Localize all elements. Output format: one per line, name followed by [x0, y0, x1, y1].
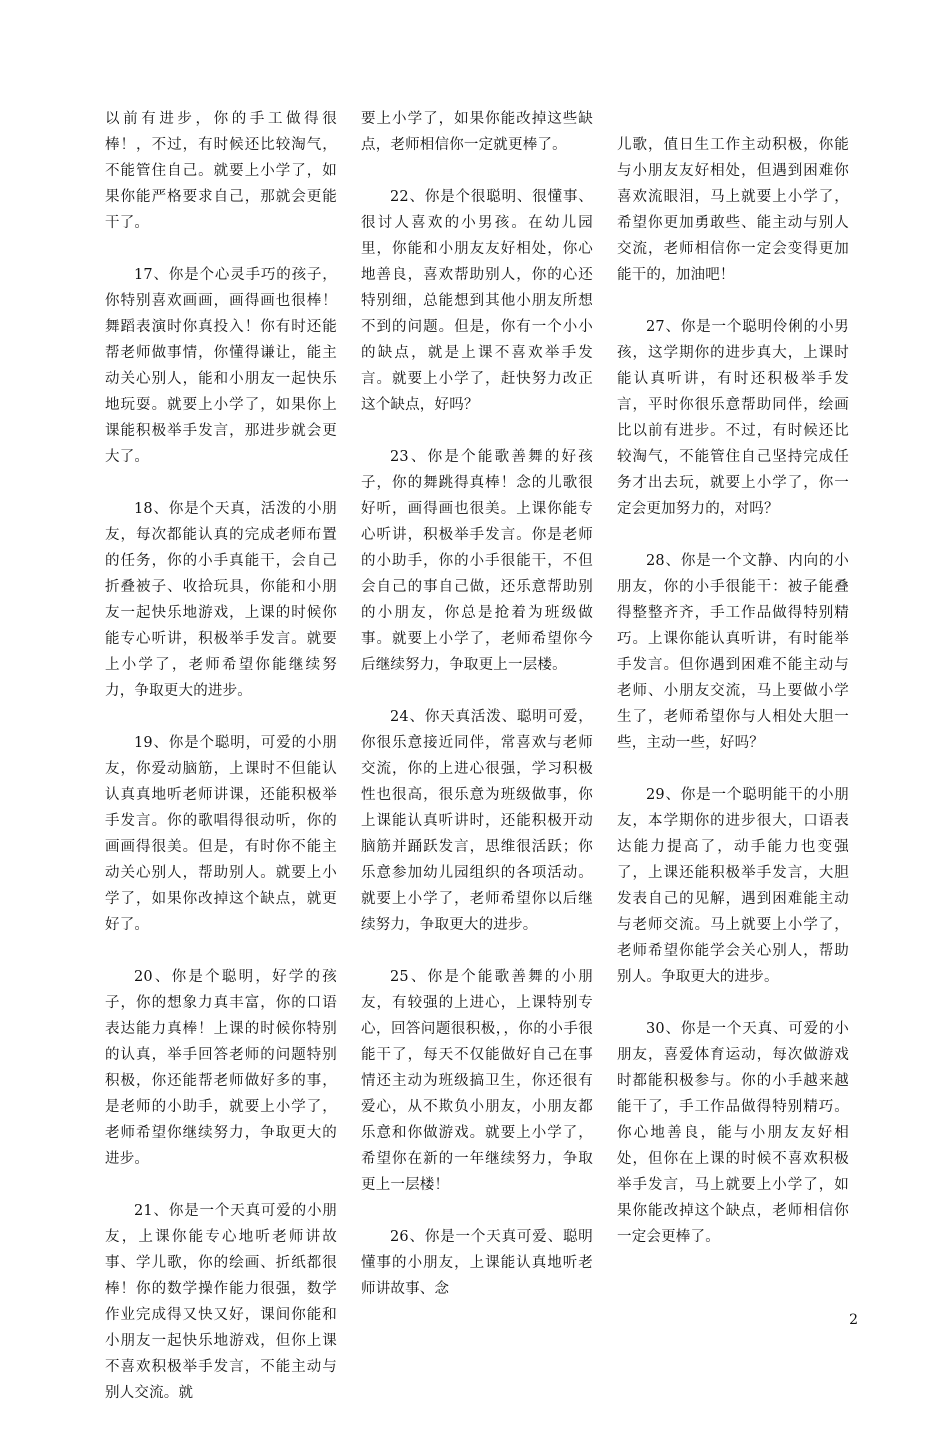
- paragraph: 21、你是一个天真可爱的小朋友，上课你能专心地听老师讲故事、学儿歌，你的绘画、折纸都很棒！你的数学操作能力很强，数学作业完成得又快又好，课间你能和小朋友一起快乐地游戏，但你上课不喜欢积极举手发言，不能主动与别人交流。就: [105, 1203, 337, 1401]
- paragraph: 26、你是一个天真可爱、聪明懂事的小朋友，上课能认真地听老师讲故事、念: [361, 1229, 593, 1297]
- paragraph: 18、你是个天真，活泼的小朋友，每次都能认真的完成老师布置的任务，你的小手真能干，会自己折叠被子、收拾玩具，你能和小朋友一起快乐地游戏，上课的时候你能专心听讲，积极举手发言。就要上小学了，老师希望你能继续努力，争取更大的进步。: [105, 501, 337, 699]
- paragraph: 28、你是一个文静、内向的小朋友，你的小手很能干：被子能叠得整整齐齐，手工作品做得特别精巧。上课你能认真听讲，有时能举手发言。但你遇到困难不能主动与老师、小朋友交流，马上要做小学生了，老师希望你与人相处大胆一些，主动一些，好吗？: [617, 553, 849, 751]
- paragraph: 19、你是个聪明，可爱的小朋友，你爱动脑筋，上课时不但能认认真真地听老师讲课，还能积极举手发言。你的歌唱得很动听，你的画画得很美。但是，有时你不能主动关心别人，帮助别人。就要上小学了，如果你改掉这个缺点，就更好了。: [105, 735, 337, 933]
- paragraph: 要上小学了，如果你能改掉这些缺点，老师相信你一定就更棒了。: [361, 111, 593, 153]
- paragraph: 17、你是个心灵手巧的孩子，你特别喜欢画画，画得画也很棒！舞蹈表演时你真投入！你有时还能帮老师做事情，你懂得谦让，能主动关心别人，能和小朋友一起快乐地玩耍。就要上小学了，如果你上课能积极举手发言，那进步就会更大了。: [105, 267, 337, 465]
- paragraph: 儿歌，值日生工作主动积极，你能与小朋友友好相处，但遇到困难你喜欢流眼泪，马上就要上小学了，希望你更加勇敢些、能主动与别人交流，老师相信你一定会变得更加能干的，加油吧！: [617, 137, 849, 283]
- paragraph: 30、你是一个天真、可爱的小朋友，喜爱体育运动，每次做游戏时都能积极参与。你的小手越来越能干了，手工作品做得特别精巧。你心地善良，能与小朋友友好相处，但你在上课的时候不喜欢积极举手发言，马上就要上小学了，如果你能改掉这个缺点，老师相信你一定会更棒了。: [617, 1021, 849, 1245]
- paragraph: 29、你是一个聪明能干的小朋友，本学期你的进步很大，口语表达能力提高了，动手能力也变强了，上课还能积极举手发言，大胆发表自己的见解，遇到困难能主动与老师交流。马上就要上小学了，老师希望你能学会关心别人，帮助别人。争取更大的进步。: [617, 787, 849, 985]
- text-column-3: [617, 132, 849, 1276]
- paragraph: 以前有进步，你的手工做得很棒！，不过，有时候还比较淘气，不能管住自己。就要上小学了，如果你能严格要求自己，那就会更能干了。: [105, 111, 337, 231]
- text-column-2: [361, 106, 593, 1328]
- paragraph: 20、你是个聪明，好学的孩子，你的想象力真丰富，你的口语表达能力真棒！上课的时候你特别的认真，举手回答老师的问题特别积极，你还能帮老师做好多的事，是老师的小助手，就要上小学了，老师希望你继续努力，争取更大的进步。: [105, 969, 337, 1167]
- paragraph: 27、你是一个聪明伶俐的小男孩，这学期你的进步真大，上课时能认真听讲，有时还积极举手发言，平时你很乐意帮助同伴，绘画比以前有进步。不过，有时候还比较淘气，不能管住自己坚持完成任务才出去玩，就要上小学了，你一定会更加努力的，对吗？: [617, 319, 849, 517]
- paragraph: 24、你天真活泼、聪明可爱，你很乐意接近同伴，常喜欢与老师交流，你的上进心很强，学习积极性也很高，很乐意为班级做事，你上课能认真听讲时，还能积极开动脑筋并踊跃发言，思维很活跃；你乐意参加幼儿园组织的各项活动。就要上小学了，老师希望你以后继续努力，争取更大的进步。: [361, 709, 593, 933]
- paragraph: 22、你是个很聪明、很懂事、很讨人喜欢的小男孩。在幼儿园里，你能和小朋友友好相处，你心地善良，喜欢帮助别人，你的心还特别细，总能想到其他小朋友所想不到的问题。但是，你有一个小小的缺点，就是上课不喜欢举手发言。就要上小学了，赶快努力改正这个缺点，好吗？: [361, 189, 593, 413]
- paragraph: 23、你是个能歌善舞的好孩子，你的舞跳得真棒！念的儿歌很好听，画得画也很美。上课你能专心听讲，积极举手发言。你是老师的小助手，你的小手很能干，不但会自己的事自己做，还乐意帮助别的小朋友，你总是抢着为班级做事。就要上小学了，老师希望你今后继续努力，争取更上一层楼。: [361, 449, 593, 673]
- page-number: 2: [849, 1312, 858, 1328]
- text-column-1: [105, 106, 337, 1432]
- paragraph: 25、你是个能歌善舞的小朋友，有较强的上进心，上课特别专心，回答问题很积极，，你的小手很能干了，每天不仅能做好自己在事情还主动为班级搞卫生，你还很有爱心，从不欺负小朋友，小朋友都乐意和你做游戏。就要上小学了，希望你在新的一年继续努力，争取更上一层楼！: [361, 969, 593, 1193]
